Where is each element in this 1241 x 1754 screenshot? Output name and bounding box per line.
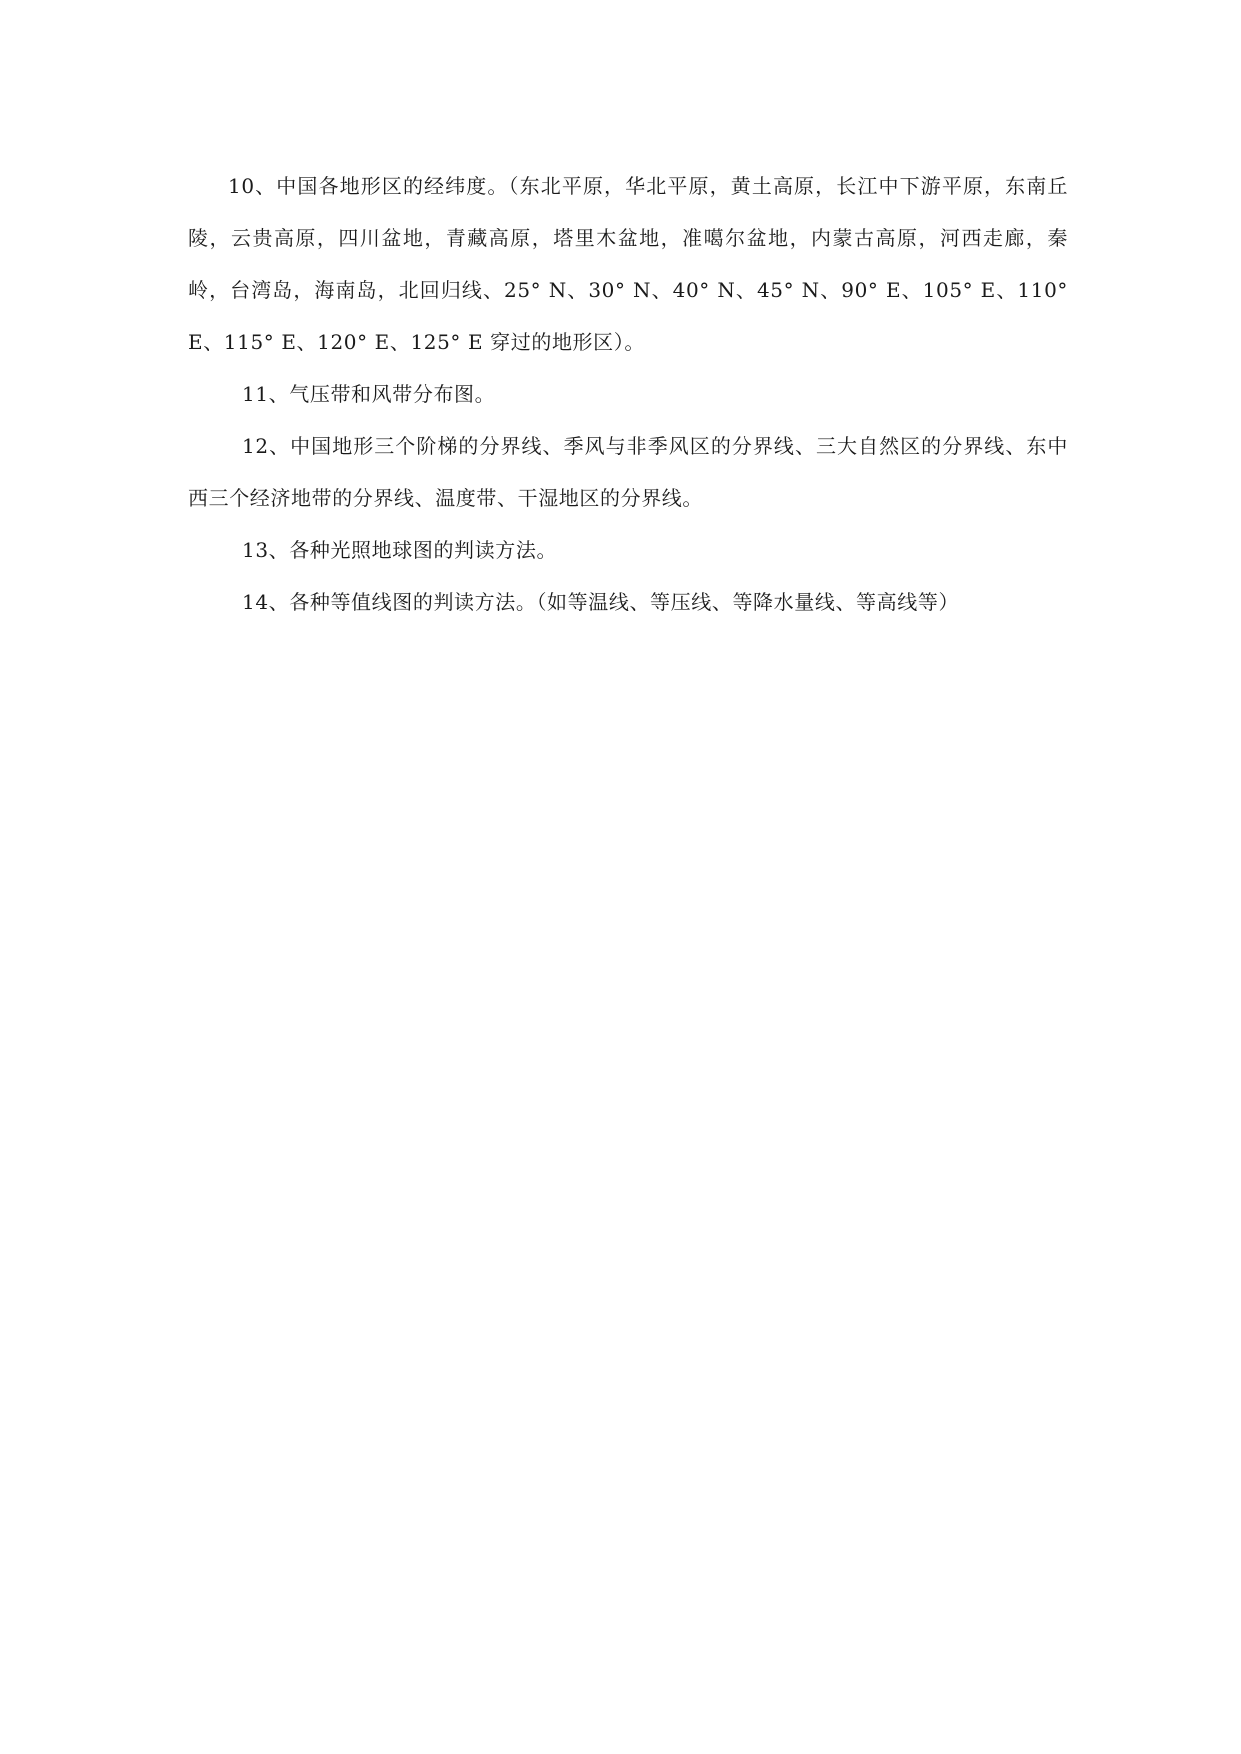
- paragraph-13: 13、各种光照地球图的判读方法。: [242, 538, 558, 562]
- paragraph-11: 11、气压带和风带分布图。: [242, 382, 496, 406]
- document-body: [188, 160, 1068, 628]
- paragraph-12: 12、中国地形三个阶梯的分界线、季风与非季风区的分界线、三大自然区的分界线、东中西三个经济地带的分界线、温度带、干湿地区的分界线。: [188, 434, 1068, 510]
- paragraph-10: 10、中国各地形区的经纬度。（东北平原，华北平原，黄土高原，长江中下游平原，东南丘陵，云贵高原，四川盆地，青藏高原，塔里木盆地，准噶尔盆地，内蒙古高原，河西走廊，秦岭，台湾岛，海南岛，北回归线、25° N、30° N、40° N、45° N、90° E、105° E、110° E、115° E、120° E、125° E 穿过的地形区）。: [188, 174, 1068, 354]
- paragraph-14: 14、各种等值线图的判读方法。（如等温线、等压线、等降水量线、等高线等）: [242, 590, 960, 614]
